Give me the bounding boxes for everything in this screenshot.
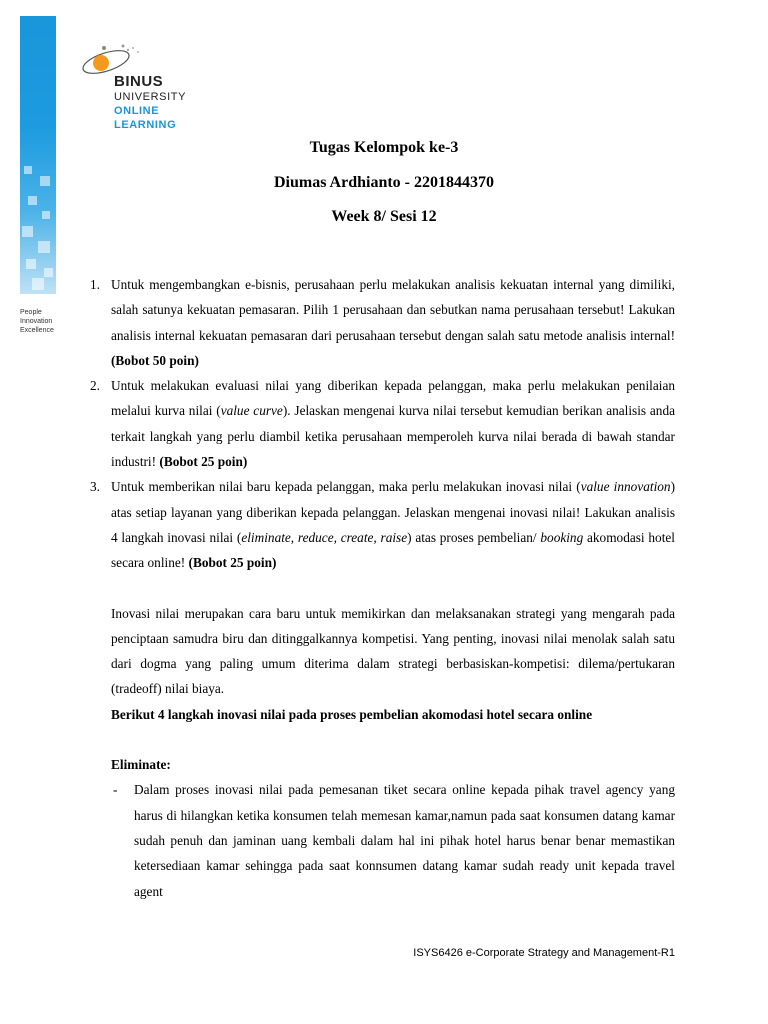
question-item — [90, 272, 675, 373]
question-number: 2. — [90, 378, 100, 394]
question-text: Untuk mengembangkan e-bisnis, perusahaan perlu melakukan analisis kekuatan internal yang dimiliki, salah satunya kekuatan pemasaran. Pilih 1 perusahaan dan sebutkan nama perusahaan tersebut! Lakukan analisis internal kekuatan pemasaran dari perusahaan tersebut dengan salah satu metode analisis internal! — [111, 277, 675, 343]
question-item — [90, 474, 675, 575]
question-text: ). Jelaskan mengenai kurva nilai tersebut kemudian berikan analisis anda terkait langkah yang perlu diambil ketika perusahaan memperoleh kurva nilai berada di bawah standar industri! — [111, 403, 676, 470]
document-title: Tugas Kelompok ke-3 — [309, 139, 459, 156]
question-weight: (Bobot 25 poin) — [188, 555, 277, 571]
logo-text-online: ONLINE — [114, 105, 160, 117]
question-list — [90, 272, 675, 576]
question-weight: (Bobot 25 poin) — [159, 454, 248, 470]
question-number: 1. — [90, 277, 100, 292]
question-text: Untuk melakukan evaluasi nilai yang diberikan kepada pelanggan, maka perlu melakukan penilaian melalui kurva nilai ( — [111, 378, 675, 419]
logo-text-learning: LEARNING — [114, 119, 177, 131]
session-line: Week 8/ Sesi 12 — [331, 208, 437, 225]
question-text: ) atas setiap layanan yang diberikan kepada pelanggan. Jelaskan mengenai inovasi nilai! Lakukan analisis 4 langkah inovasi nilai ( — [111, 479, 675, 545]
bullet-dash: - — [113, 782, 118, 798]
binus-logo — [78, 40, 198, 135]
question-item — [90, 373, 675, 474]
document-body — [90, 272, 675, 904]
logo-text-binus: BINUS — [114, 73, 164, 90]
question-term: eliminate, reduce, create, raise — [241, 529, 408, 545]
question-term: booking — [540, 529, 584, 545]
question-text: akomodasi hotel secara online! — [111, 529, 675, 571]
eliminate-item-text: Dalam proses inovasi nilai pada pemesanan tiket secara online kepada pihak travel agency yang harus di hilangkan ketika konsumen telah memesan kamar,namun pada saat konsumen datang kamar sudah penuh dan jaminan uang kembali dalam hal ini pihak hotel harus benar benar memastikan ketersediaan kamar sehingga pada saat konnsumen datang kamar sudah ready unit kepada travel agent — [134, 782, 675, 899]
footer-course: ISYS6426 e-Corporate Strategy and Management-R1 — [413, 947, 675, 959]
author-line: Diumas Ardhianto - 2201844370 — [273, 174, 495, 191]
question-term: value curve — [220, 403, 283, 419]
question-weight: (Bobot 50 poin) — [111, 352, 199, 368]
question-text: Untuk memberikan nilai baru kepada pelanggan, maka perlu melakukan inovasi nilai ( — [111, 479, 581, 495]
brand-tagline: People Innovation Excellence — [20, 309, 54, 334]
eliminate-heading: Eliminate: — [111, 757, 171, 773]
question-term: value innovation — [580, 479, 671, 495]
eliminate-list-item — [113, 777, 675, 903]
logo-text-university: UNIVERSITY — [114, 91, 187, 103]
question-text: ) atas proses pembelian/ — [407, 529, 541, 545]
answer-paragraph: Inovasi nilai merupakan cara baru untuk memikirkan dan melaksanakan strategi yang mengarah pada penciptaan samudra biru dan ditinggalkannya kompetisi. Yang penting, inovasi nilai menolak salah satu dari dogma yang paling umum diterima dalam strategi berbasiskan-kompetisi: dilema/pertukaran (tradeoff) nilai biaya. — [111, 605, 675, 697]
steps-heading: Berikut 4 langkah inovasi nilai pada proses pembelian akomodasi hotel secara online — [111, 706, 593, 722]
question-number: 3. — [90, 479, 100, 495]
